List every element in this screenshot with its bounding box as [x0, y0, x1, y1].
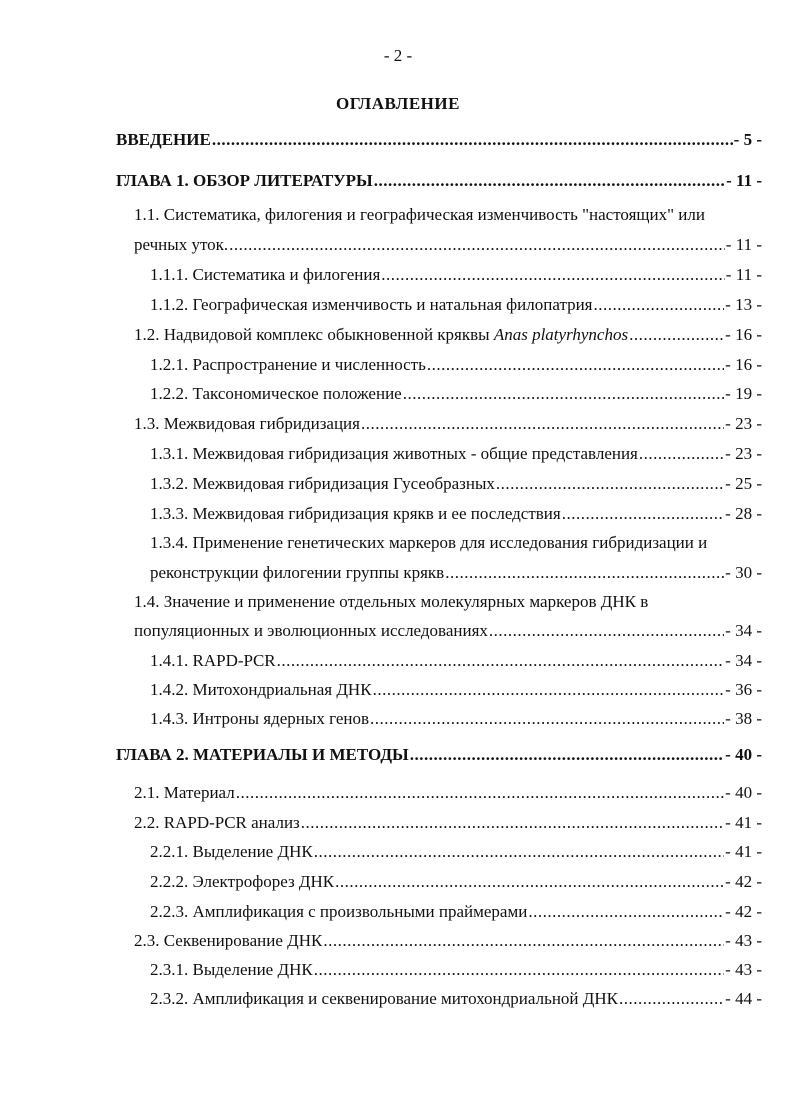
dot-leader [361, 414, 724, 434]
toc-entry-label: речных уток. [134, 235, 229, 254]
toc-title: ОГЛАВЛЕНИЕ [336, 94, 460, 113]
toc-entry-label: реконструкции филогении группы крякв [150, 563, 445, 582]
toc-entry-page: - 42 - [725, 872, 762, 891]
toc-entry-page: - 28 - [725, 504, 762, 523]
page-number: - 2 - [383, 46, 413, 65]
toc-entry-label: 1.2.2. Таксономическое положение [150, 384, 402, 403]
dot-leader [445, 563, 724, 583]
toc-entry-page: - 42 - [725, 902, 762, 921]
toc-entry-label: 1.4.2. Митохондриальная ДНК [150, 680, 372, 699]
toc-entry-label: 1.2.1. Распространение и численность [150, 355, 426, 374]
toc-entry-page: - 19 - [725, 384, 762, 403]
toc-entry-page: - 43 - [725, 931, 762, 950]
toc-entry-page: - 43 - [725, 960, 762, 979]
toc-entry-page: - 11 - [725, 235, 762, 254]
toc-entry-1-3 [134, 414, 762, 434]
dot-leader [323, 931, 724, 951]
toc-entry-label: ГЛАВА 2. МАТЕРИАЛЫ И МЕТОДЫ [116, 745, 409, 764]
toc-entry-page: - 36 - [725, 680, 762, 699]
toc-entry-1-3-1 [150, 444, 762, 464]
toc-entry-1-3-2 [150, 474, 762, 494]
toc-entry-label: 2.2.2. Электрофорез ДНК [150, 872, 335, 891]
toc-entry-label: 1.1.2. Географическая изменчивость и натальная филопатрия [150, 295, 593, 314]
toc-entry-1-4-1 [150, 651, 762, 671]
toc-entry-label: 1.3.1. Межвидовая гибридизация животных - общие представления [150, 444, 638, 463]
dot-leader [229, 235, 725, 255]
toc-entry-1-1-1 [150, 265, 762, 285]
toc-entry-1-2-2 [150, 384, 762, 404]
toc-entry-page: - 40 - [725, 745, 762, 764]
toc-entry-page: - 40 - [725, 783, 762, 802]
toc-entry-label: 2.3.2. Амплификация и секвенирование митохондриальной ДНК [150, 989, 618, 1008]
toc-entry-label: 1.3.3. Межвидовая гибридизация крякв и ее последствия [150, 504, 561, 523]
dot-leader [410, 745, 724, 765]
dot-leader [489, 621, 724, 641]
dot-leader [629, 325, 724, 345]
dot-leader [373, 680, 725, 700]
toc-entry-1-4 [134, 621, 762, 641]
toc-entry-1-3-4 [150, 563, 762, 583]
toc-entry-intro [116, 130, 762, 150]
dot-leader [212, 130, 733, 150]
toc-entry-1-1 [134, 235, 762, 255]
toc-entry-label: 2.2. RAPD-PCR анализ [134, 813, 300, 832]
toc-entry-label: ВВЕДЕНИЕ [116, 130, 211, 149]
toc-entry-page: - 11 - [725, 265, 762, 284]
toc-entry-1-4-line1: 1.4. Значение и применение отдельных молекулярных маркеров ДНК в [134, 592, 649, 611]
dot-leader [496, 474, 724, 494]
toc-entry-label: 2.3.1. Выделение ДНК [150, 960, 313, 979]
toc-entry-page: - 41 - [725, 842, 762, 861]
toc-entry-label: 1.2. Надвидовой комплекс обыкновенной кряквы Anas platyrhynchos [134, 325, 629, 344]
toc-entry-label: 1.4.1. RAPD-PCR [150, 651, 276, 670]
dot-leader [277, 651, 725, 671]
dot-leader [528, 902, 724, 922]
toc-entry-page: - 23 - [725, 444, 762, 463]
toc-entry-2-3 [134, 931, 762, 951]
toc-entry-1-3-4-line1: 1.3.4. Применение генетических маркеров для исследования гибридизации и [150, 533, 708, 552]
toc-entry-1-1-line1: 1.1. Систематика, филогения и географическая изменчивость "настоящих" или [134, 205, 705, 224]
dot-leader [370, 709, 724, 729]
toc-entry-page: - 38 - [725, 709, 762, 728]
toc-entry-chapter-2 [116, 745, 762, 765]
toc-entry-2-3-1 [150, 960, 762, 980]
toc-entry-1-4-2 [150, 680, 762, 700]
toc-entry-page: - 16 - [725, 325, 762, 344]
dot-leader [427, 355, 724, 375]
dot-leader [314, 960, 724, 980]
toc-entry-label: популяционных и эволюционных исследованиях [134, 621, 488, 640]
toc-entry-label: 1.4.3. Интроны ядерных генов [150, 709, 369, 728]
toc-entry-2-2 [134, 813, 762, 833]
toc-entry-2-2-1 [150, 842, 762, 862]
toc-entry-2-1 [134, 783, 762, 803]
dot-leader [619, 989, 724, 1009]
toc-entry-label: 1.3. Межвидовая гибридизация [134, 414, 360, 433]
toc-entry-2-3-2 [150, 989, 762, 1009]
toc-entry-page: - 25 - [725, 474, 762, 493]
toc-entry-page: - 34 - [725, 621, 762, 640]
toc-entry-page: - 13 - [725, 295, 762, 314]
toc-entry-page: - 30 - [725, 563, 762, 582]
toc-entry-page: - 5 - [733, 130, 762, 149]
toc-entry-label: 1.3.2. Межвидовая гибридизация Гусеобразных [150, 474, 495, 493]
dot-leader [639, 444, 724, 464]
toc-entry-page: - 11 - [726, 171, 762, 190]
toc-entry-1-1-2 [150, 295, 762, 315]
toc-entry-label: 2.1. Материал [134, 783, 235, 802]
toc-entry-label: ГЛАВА 1. ОБЗОР ЛИТЕРАТУРЫ [116, 171, 373, 190]
dot-leader [314, 842, 724, 862]
toc-entry-page: - 44 - [725, 989, 762, 1008]
dot-leader [562, 504, 724, 524]
toc-entry-label: 2.2.3. Амплификация с произвольными праймерами [150, 902, 528, 921]
dot-leader [403, 384, 724, 404]
toc-entry-label: 2.2.1. Выделение ДНК [150, 842, 313, 861]
toc-entry-1-2 [134, 325, 762, 345]
dot-leader [301, 813, 724, 833]
toc-entry-page: - 41 - [725, 813, 762, 832]
toc-entry-label: 1.1.1. Систематика и филогения [150, 265, 381, 284]
toc-entry-page: - 23 - [725, 414, 762, 433]
toc-entry-chapter-1 [116, 171, 762, 191]
toc-entry-page: - 34 - [725, 651, 762, 670]
dot-leader [594, 295, 725, 315]
dot-leader [236, 783, 724, 803]
toc-entry-label: 2.3. Секвенирование ДНК [134, 931, 323, 950]
dot-leader [335, 872, 724, 892]
toc-entry-1-3-3 [150, 504, 762, 524]
toc-entry-2-2-2 [150, 872, 762, 892]
toc-entry-1-4-3 [150, 709, 762, 729]
toc-entry-1-2-1 [150, 355, 762, 375]
toc-entry-2-2-3 [150, 902, 762, 922]
species-name: Anas platyrhynchos [493, 325, 629, 344]
dot-leader [381, 265, 725, 285]
toc-entry-page: - 16 - [725, 355, 762, 374]
dot-leader [374, 171, 725, 191]
